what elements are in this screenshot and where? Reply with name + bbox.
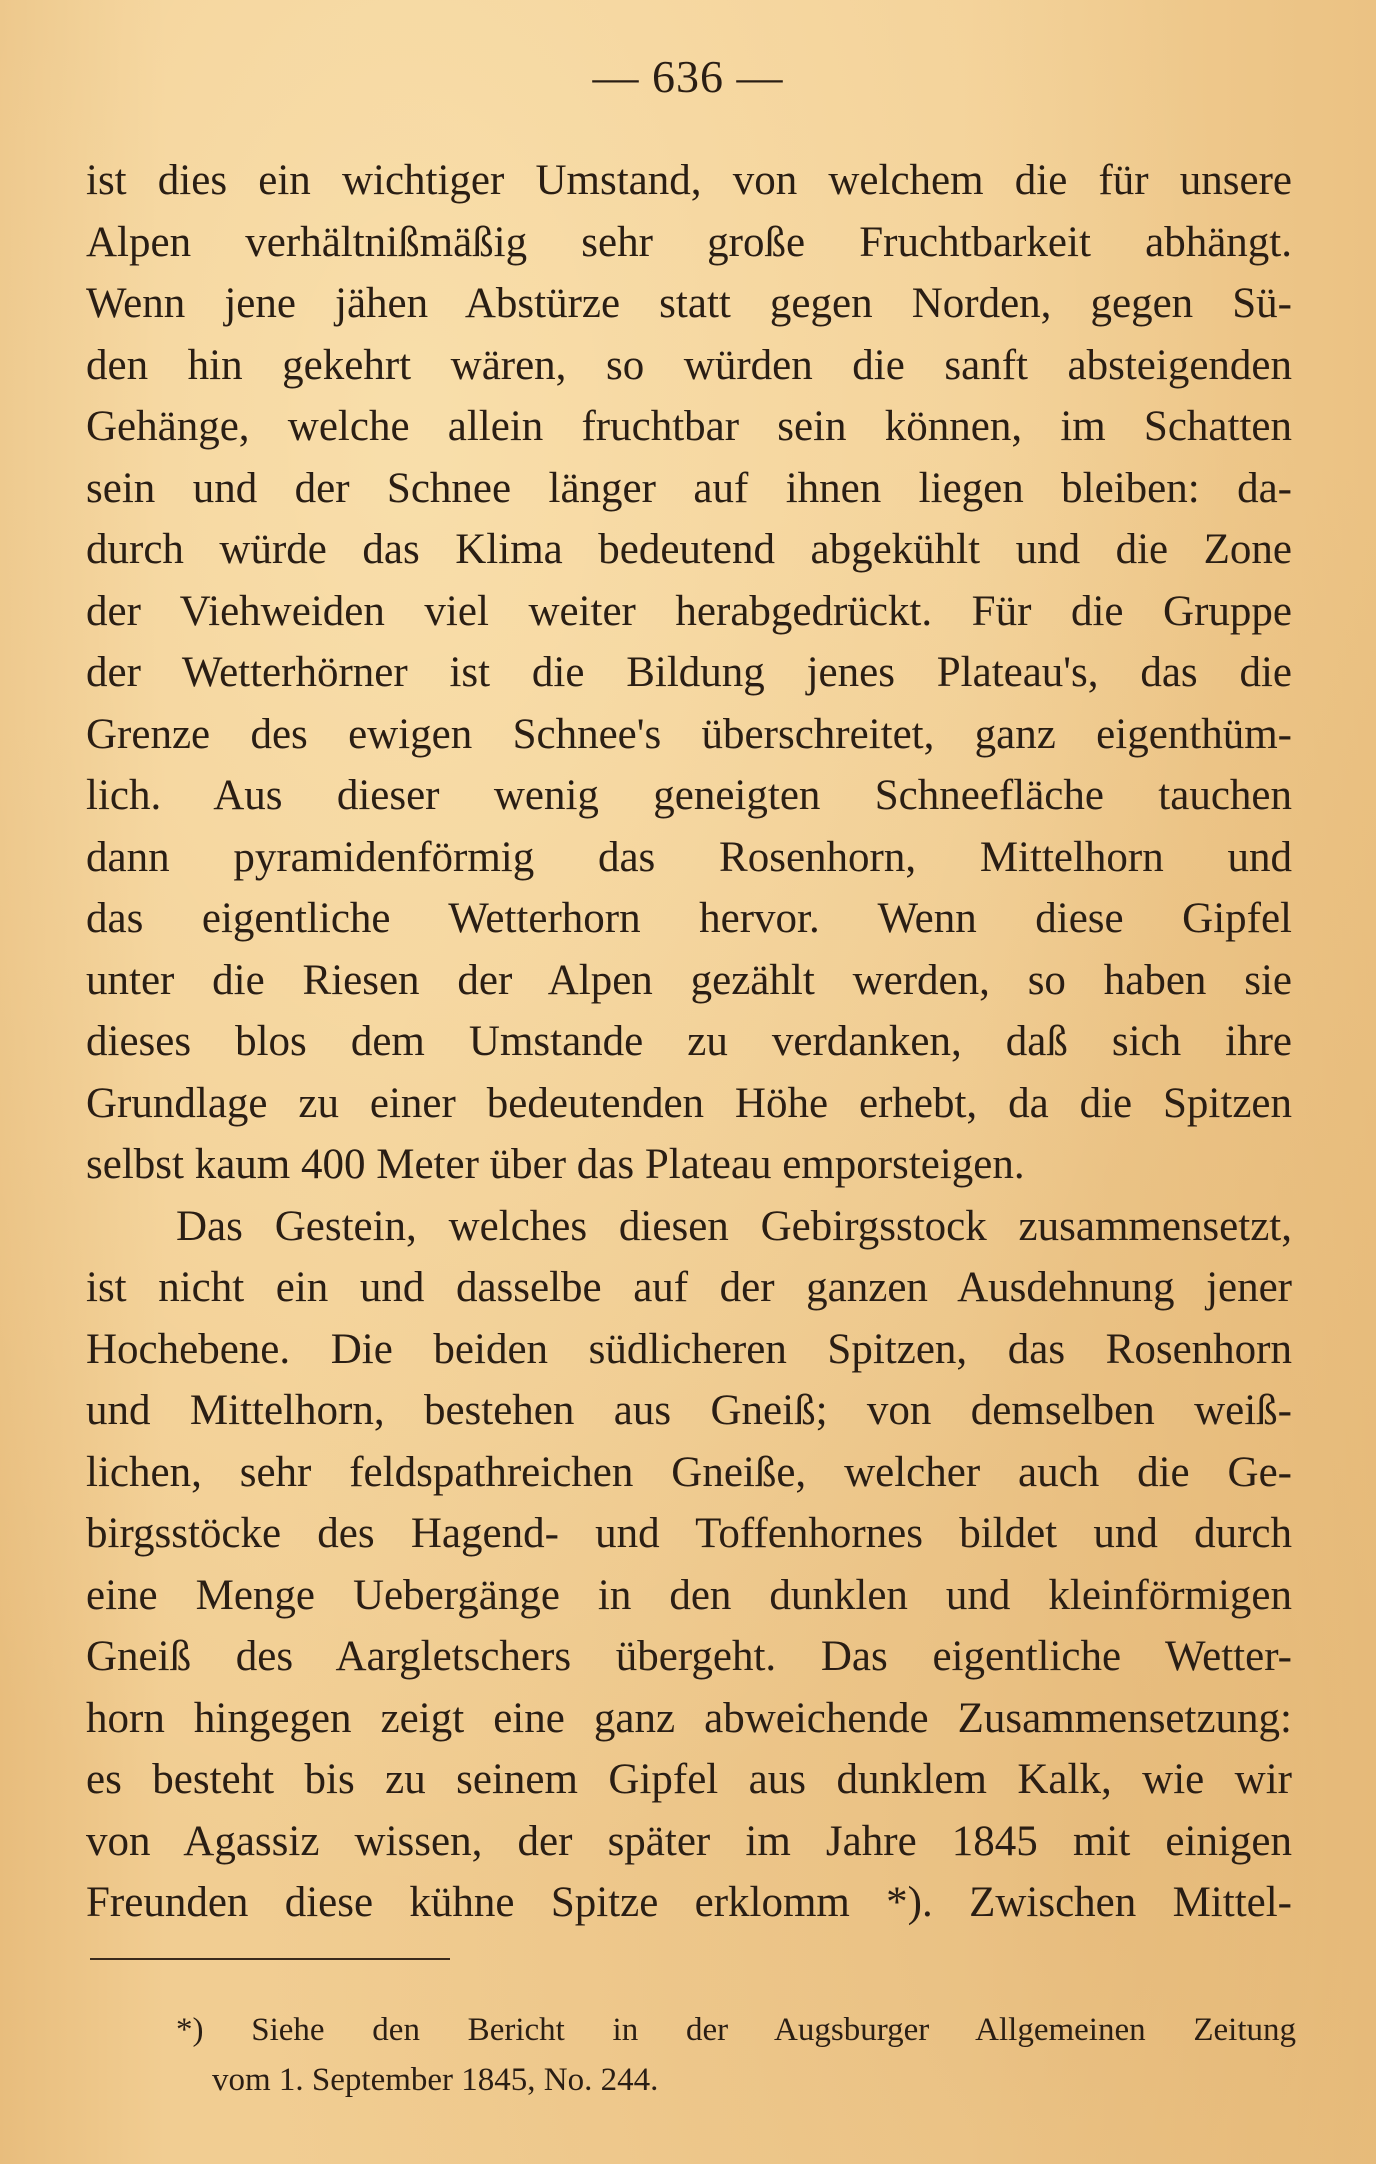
- text-line: es besteht bis zu seinem Gipfel aus dunklem Kalk, wie wir: [86, 1756, 1292, 1803]
- text-line: Hochebene. Die beiden südlicheren Spitzen, das Rosenhorn: [86, 1325, 1292, 1373]
- text-line: selbst kaum 400 Meter über das Plateau emporsteigen.: [86, 1141, 1025, 1188]
- text-line: Wenn jene jähen Abstürze statt gegen Norden, gegen Sü-: [86, 280, 1292, 327]
- text-line: dann pyramidenförmig das Rosenhorn, Mittelhorn und: [86, 833, 1292, 881]
- text-line: und Mittelhorn, bestehen aus Gneiß; von demselben weiß-: [86, 1387, 1292, 1434]
- footnote-line: vom 1. September 1845, No. 244.: [212, 2062, 659, 2098]
- text-line: der Viehweiden viel weiter herabgedrückt. Für die Gruppe: [86, 587, 1292, 635]
- footnote-divider: [90, 1958, 450, 1960]
- body-text: [86, 150, 1292, 1934]
- text-line: ist dies ein wichtiger Umstand, von welchem die für unsere: [86, 157, 1292, 204]
- footnote: [176, 2005, 1296, 2105]
- text-line: horn hingegen zeigt eine ganz abweichende Zusammensetzung:: [86, 1694, 1292, 1742]
- text-line: Freunden diese kühne Spitze erklomm *). Zwischen Mittel-: [86, 1879, 1292, 1926]
- text-line: lichen, sehr feldspathreichen Gneiße, welcher auch die Ge-: [86, 1448, 1292, 1496]
- text-line: Gneiß des Aargletschers übergeht. Das eigentliche Wetter-: [86, 1633, 1292, 1680]
- text-line: ist nicht ein und dasselbe auf der ganzen Ausdehnung jener: [86, 1264, 1292, 1311]
- text-line: Grenze des ewigen Schnee's überschreitet, ganz eigenthüm-: [86, 710, 1292, 758]
- text-line: das eigentliche Wetterhorn hervor. Wenn diese Gipfel: [86, 895, 1292, 942]
- text-line: dieses blos dem Umstande zu verdanken, daß sich ihre: [86, 1018, 1292, 1065]
- footnote-line: *) Siehe den Bericht in der Augsburger Allgemeinen Zeitung: [176, 2012, 1296, 2048]
- text-line: den hin gekehrt wären, so würden die sanft absteigenden: [86, 341, 1292, 389]
- text-line: Grundlage zu einer bedeutenden Höhe erhebt, da die Spitzen: [86, 1079, 1292, 1127]
- text-line: sein und der Schnee länger auf ihnen liegen bleiben: da-: [86, 464, 1292, 512]
- text-line: von Agassiz wissen, der später im Jahre 1845 mit einigen: [86, 1817, 1292, 1865]
- text-line: eine Menge Uebergänge in den dunklen und kleinförmigen: [86, 1571, 1292, 1619]
- text-line: Alpen verhältnißmäßig sehr große Fruchtbarkeit abhängt.: [86, 218, 1292, 266]
- text-line: unter die Riesen der Alpen gezählt werden, so haben sie: [86, 956, 1292, 1004]
- text-line: der Wetterhörner ist die Bildung jenes Plateau's, das die: [86, 649, 1292, 696]
- paragraph-start-line: Das Gestein, welches diesen Gebirgsstock zusammensetzt,: [176, 1202, 1292, 1250]
- page-number: — 636 —: [592, 51, 784, 102]
- text-line: birgsstöcke des Hagend- und Toffenhornes bildet und durch: [86, 1510, 1292, 1557]
- text-line: durch würde das Klima bedeutend abgekühlt und die Zone: [86, 526, 1292, 573]
- text-line: Gehänge, welche allein fruchtbar sein können, im Schatten: [86, 403, 1292, 450]
- text-line: lich. Aus dieser wenig geneigten Schneefläche tauchen: [86, 772, 1292, 819]
